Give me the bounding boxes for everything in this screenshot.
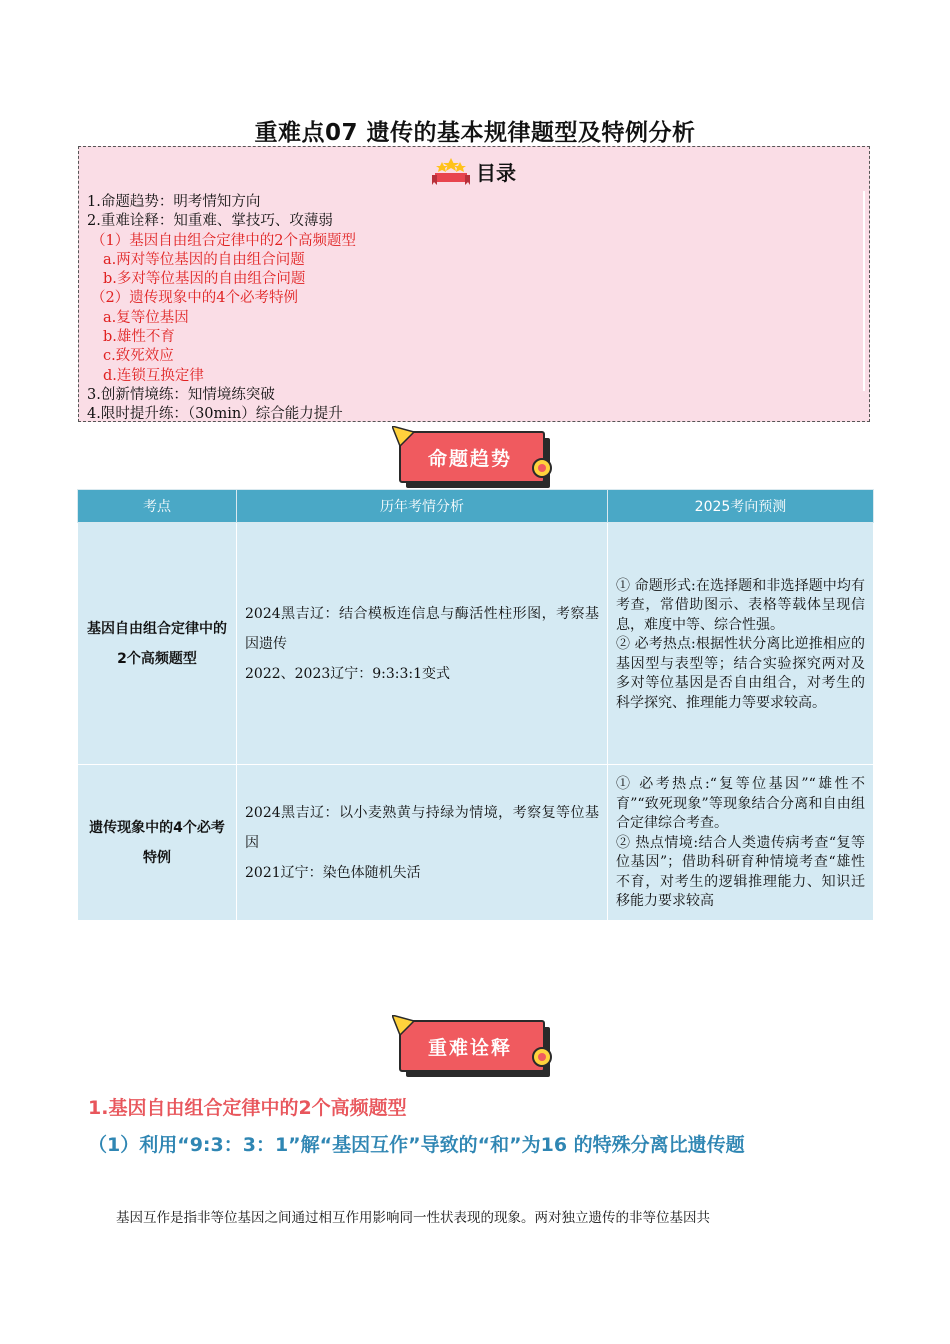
table-cell-analysis <box>237 765 608 921</box>
section-heading: 1.基因自由组合定律中的2个高频题型 <box>88 1097 407 1119</box>
table-row <box>78 523 874 765</box>
column-header: 历年考情分析 <box>237 490 608 523</box>
toc-item[interactable]: a.两对等位基因的自由组合问题 <box>103 251 305 268</box>
analysis-line: 2021辽宁：染色体随机失活 <box>245 864 421 881</box>
toc-item[interactable]: a.复等位基因 <box>103 309 189 326</box>
toc-item[interactable]: 2.重难诠释：知重难、掌技巧、攻薄弱 <box>87 213 333 230</box>
body-paragraph: 基因互作是指非等位基因之间通过相互作用影响同一性状表现的现象。两对独立遗传的非等位基因共 <box>116 1210 710 1226</box>
column-header: 考点 <box>78 490 237 523</box>
toc-header <box>79 151 869 191</box>
explain-badge-label: 重难诠释 <box>427 1036 512 1059</box>
table-cell-analysis <box>237 523 608 765</box>
trend-badge <box>392 426 552 496</box>
prediction-line: ② 必考热点:根据性状分离比逆推相应的基因型与表型等；结合实验探究两对及多对等位基因是否自由组合，对考生的科学探究、推理能力等要求较高。 <box>616 636 865 711</box>
toc-list <box>87 193 356 425</box>
trend-table <box>77 489 874 921</box>
analysis-line: 2024黑吉辽：以小麦熟黄与持绿为情境，考察复等位基因 <box>245 804 599 851</box>
explain-badge <box>392 1015 552 1085</box>
toc-item[interactable]: （2）遗传现象中的4个必考特例 <box>91 290 298 307</box>
prediction-line: ① 必考热点:“复等位基因”“雄性不育”“致死现象”等现象结合分离和自由组合定律综合考查。 <box>616 776 865 832</box>
table-cell-prediction <box>608 523 874 765</box>
table-cell-point: 基因自由组合定律中的2个高频题型 <box>78 523 237 765</box>
toc-heading: 目录 <box>476 160 516 185</box>
toc-item[interactable]: 1.命题趋势：明考情知方向 <box>87 194 261 210</box>
crown-ribbon-icon <box>432 156 470 186</box>
page-title: 重难点07 遗传的基本规律题型及特例分析 <box>254 120 696 146</box>
toc-item[interactable]: 4.限时提升练：（30min）综合能力提升 <box>87 406 343 423</box>
analysis-line: 2024黑吉辽：结合模板连信息与酶活性柱形图，考察基因遗传 <box>245 605 599 652</box>
toc-item[interactable]: d.连锁互换定律 <box>103 367 204 384</box>
table-cell-prediction <box>608 765 874 921</box>
column-header: 2025考向预测 <box>608 490 874 523</box>
prediction-line: ② 热点情境:结合人类遗传病考查“复等位基因”；借助科研育种情境考查“雄性不育，对考生的逻辑推理能力、知识迁移能力要求较高 <box>616 834 865 910</box>
toc-item[interactable]: （1）基因自由组合定律中的2个高频题型 <box>91 232 356 249</box>
toc-item[interactable]: b.多对等位基因的自由组合问题 <box>103 271 306 288</box>
trend-badge-label: 命题趋势 <box>427 447 512 470</box>
prediction-line: ① 命题形式:在选择题和非选择题中均有考查，常借助图示、表格等载体呈现信息，难度中等、综合性强。 <box>616 577 865 633</box>
toc-box <box>78 146 870 422</box>
table-cell-point: 遗传现象中的4个必考特例 <box>78 765 237 921</box>
analysis-line: 2022、2023辽宁：9:3:3:1变式 <box>245 665 451 682</box>
table-row <box>78 765 874 921</box>
toc-item[interactable]: c.致死效应 <box>103 348 174 365</box>
toc-item[interactable]: b.雄性不育 <box>103 329 175 346</box>
table-header-row <box>78 490 874 523</box>
subsection-heading: （1）利用“9:3：3：1”解“基因互作”导致的“和”为16 的特殊分离比遗传题 <box>88 1134 745 1156</box>
toc-item[interactable]: 3.创新情境练：知情境练突破 <box>87 386 275 403</box>
